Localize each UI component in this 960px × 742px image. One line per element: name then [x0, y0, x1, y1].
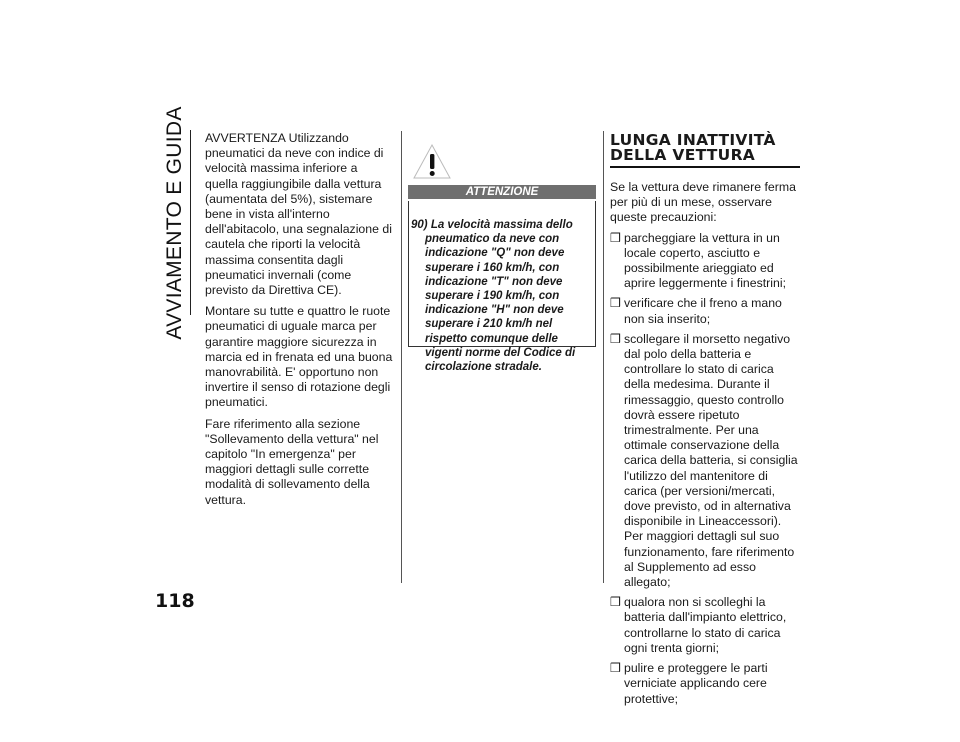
checkbox-bullet-icon: ❒ [610, 230, 622, 245]
column-left [205, 131, 393, 514]
checkbox-bullet-icon: ❒ [610, 661, 622, 676]
column-divider [603, 131, 604, 583]
chapter-side-title [160, 105, 191, 340]
section-title: LUNGA INATTIVITÀ DELLA VETTURA [610, 133, 800, 168]
list-item-text: qualora non si scolleghi la batteria dall'impianto elettrico, controllarne lo stato di carica ogni trenta giorni; [624, 595, 787, 655]
paragraph: AVVERTENZA Utilizzando pneumatici da neve con indice di velocità massima inferiore a quella raggiungibile dalla vettura (aumentata del 5%), sistemare bene in vista all'interno dell'abitacolo, una segnalazione di cautela che riporti la velocità massima consentita dagli pneumatici invernali (come previsto da Direttiva CE). [205, 131, 392, 298]
warning-box [408, 201, 596, 374]
list-item [610, 231, 800, 292]
list-item-text: pulire e proteggere le parti verniciate applicando cere protettive; [624, 661, 768, 706]
chapter-title-text: AVVIAMENTO E GUIDA [163, 105, 186, 340]
warning-triangle-icon [412, 143, 452, 181]
list-item [610, 332, 800, 590]
checkbox-bullet-icon: ❒ [610, 296, 622, 311]
list-item-text: scollegare il morsetto negativo dal polo della batteria e controllare lo stato di carica della medesima. Durante il rimessaggio, questo controllo dovrà essere ripetuto trimestralmente. Per una ottimale conservazione della carica della batteria, si consiglia l'utilizzo del mantenitore di carica (per versioni/mercati, dove previsto, od in alternativa disponibile in Lineaccessori). Per maggiori dettagli sul suo funzionamento, fare riferimento al Supplemento ad esso allegato; [624, 331, 798, 590]
warning-panel [408, 143, 596, 374]
column-right [610, 133, 800, 712]
checkbox-bullet-icon: ❒ [610, 331, 622, 346]
list-item-text: verificare che il freno a mano non sia inserito; [624, 296, 782, 326]
page-number: 118 [155, 590, 195, 612]
list-item [610, 296, 800, 326]
checkbox-bullet-icon: ❒ [610, 595, 622, 610]
list-item [610, 595, 800, 656]
warning-item: 90) La velocità massima dello pneumatico da neve con indicazione "Q" non deve superare i 160 km/h, con indicazione "T" non deve superare i 190 km/h, con indicazione "H" non deve superare i 210 km/h nel rispetto comunque delle vigenti norme del Codice di circolazione stradale. [411, 219, 576, 374]
list-item [610, 661, 800, 707]
warning-header: ATTENZIONE [408, 185, 596, 199]
section-intro: Se la vettura deve rimanere ferma per più di un mese, osservare queste precauzioni: [610, 180, 796, 225]
paragraph: Fare riferimento alla sezione "Sollevamento della vettura" nel capitolo "In emergenza" per maggiori dettagli sulle corrette modalità di sollevamento della vettura. [205, 416, 379, 507]
paragraph: Montare su tutte e quattro le ruote pneumatici di uguale marca per garantire maggiore sicurezza in marcia ed in frenata ed una buona manovrabilità. E' opportuno non invertire il senso di rotazione degli pneumatici. [205, 304, 393, 410]
list-item-text: parcheggiare la vettura in un locale coperto, asciutto e possibilmente arieggiato ed aprire leggermente i finestrini; [624, 230, 786, 291]
column-divider [401, 131, 402, 583]
